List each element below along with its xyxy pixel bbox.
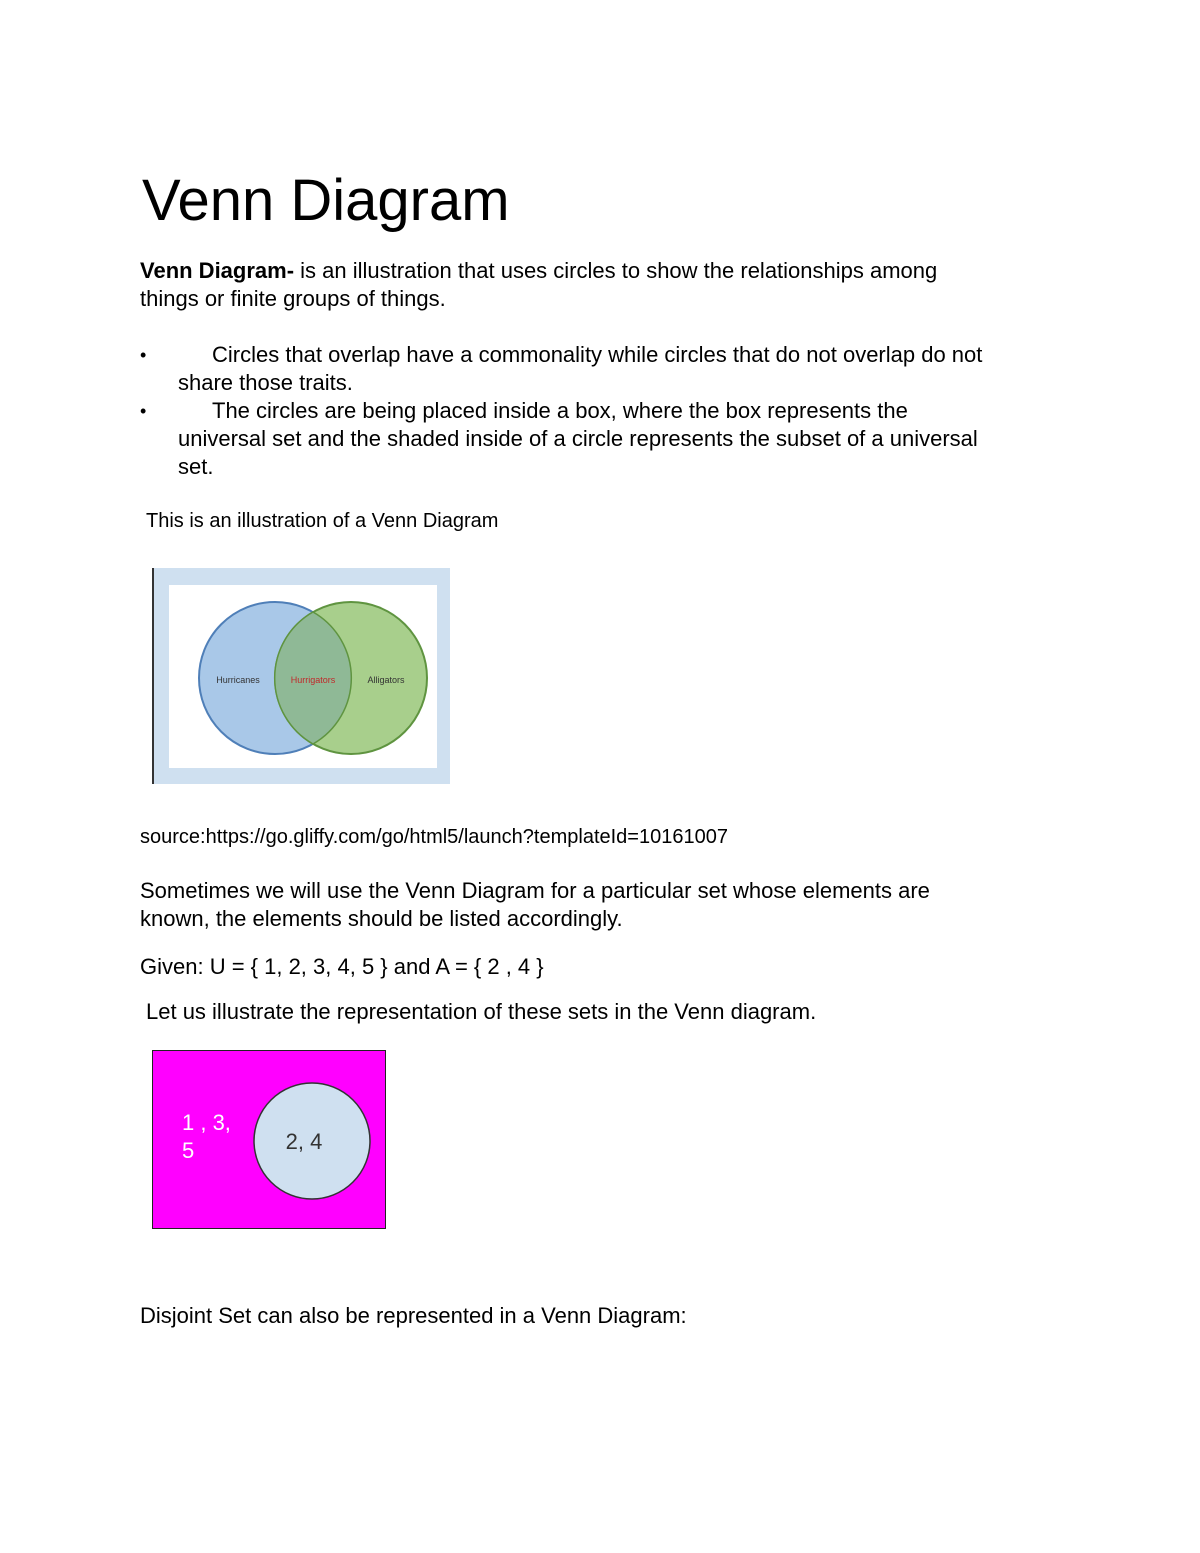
definition-paragraph [140,257,1040,313]
set-a-elements: 2, 4 [285,1129,323,1154]
definition-term: Venn Diagram- [140,258,295,283]
illustration-caption: This is an illustration of a Venn Diagram [146,510,499,532]
bullet-2-line-3: set. [178,454,214,479]
bullet-item [178,341,1048,397]
hurrigators-label: Hurrigators [290,675,336,685]
bullet-1-line-2: share those traits. [178,370,353,395]
alligators-label: Alligators [367,675,405,685]
bullet-2-line-1: The circles are being placed inside a box, where the box represents the [212,398,908,423]
given-sets: Given: U = { 1, 2, 3, 4, 5 } and A = { 2 , 4 } [140,954,544,979]
bullet-symbol: • [140,345,147,365]
definition-line-1: is an illustration that uses circles to show the relationships among [294,258,938,283]
venn-diagram-illustration [152,568,450,784]
let-us-illustrate: Let us illustrate the representation of these sets in the Venn diagram. [146,999,817,1024]
bullet-1-line-1: Circles that overlap have a commonality while circles that do not overlap do not [212,342,983,367]
outside-elements-line-1: 1 , 3, [182,1110,231,1135]
set-venn-diagram [152,1050,386,1229]
disjoint-sentence: Disjoint Set can also be represented in a Venn Diagram: [140,1303,687,1328]
bullet-symbol: • [140,401,147,421]
hurricanes-label: Hurricanes [216,675,260,685]
outside-elements-line-2: 5 [182,1138,195,1163]
sometimes-line-1: Sometimes we will use the Venn Diagram for a particular set whose elements are [140,878,930,903]
definition-line-2: things or finite groups of things. [140,286,446,311]
bullet-item [178,397,1048,481]
bullet-2-line-2: universal set and the shaded inside of a circle represents the subset of a universal [178,426,978,451]
sometimes-line-2: known, the elements should be listed accordingly. [140,906,623,931]
source-citation: source:https://go.gliffy.com/go/html5/launch?templateId=10161007 [140,826,728,848]
sometimes-paragraph [140,877,1040,933]
page-title: Venn Diagram [142,168,510,233]
